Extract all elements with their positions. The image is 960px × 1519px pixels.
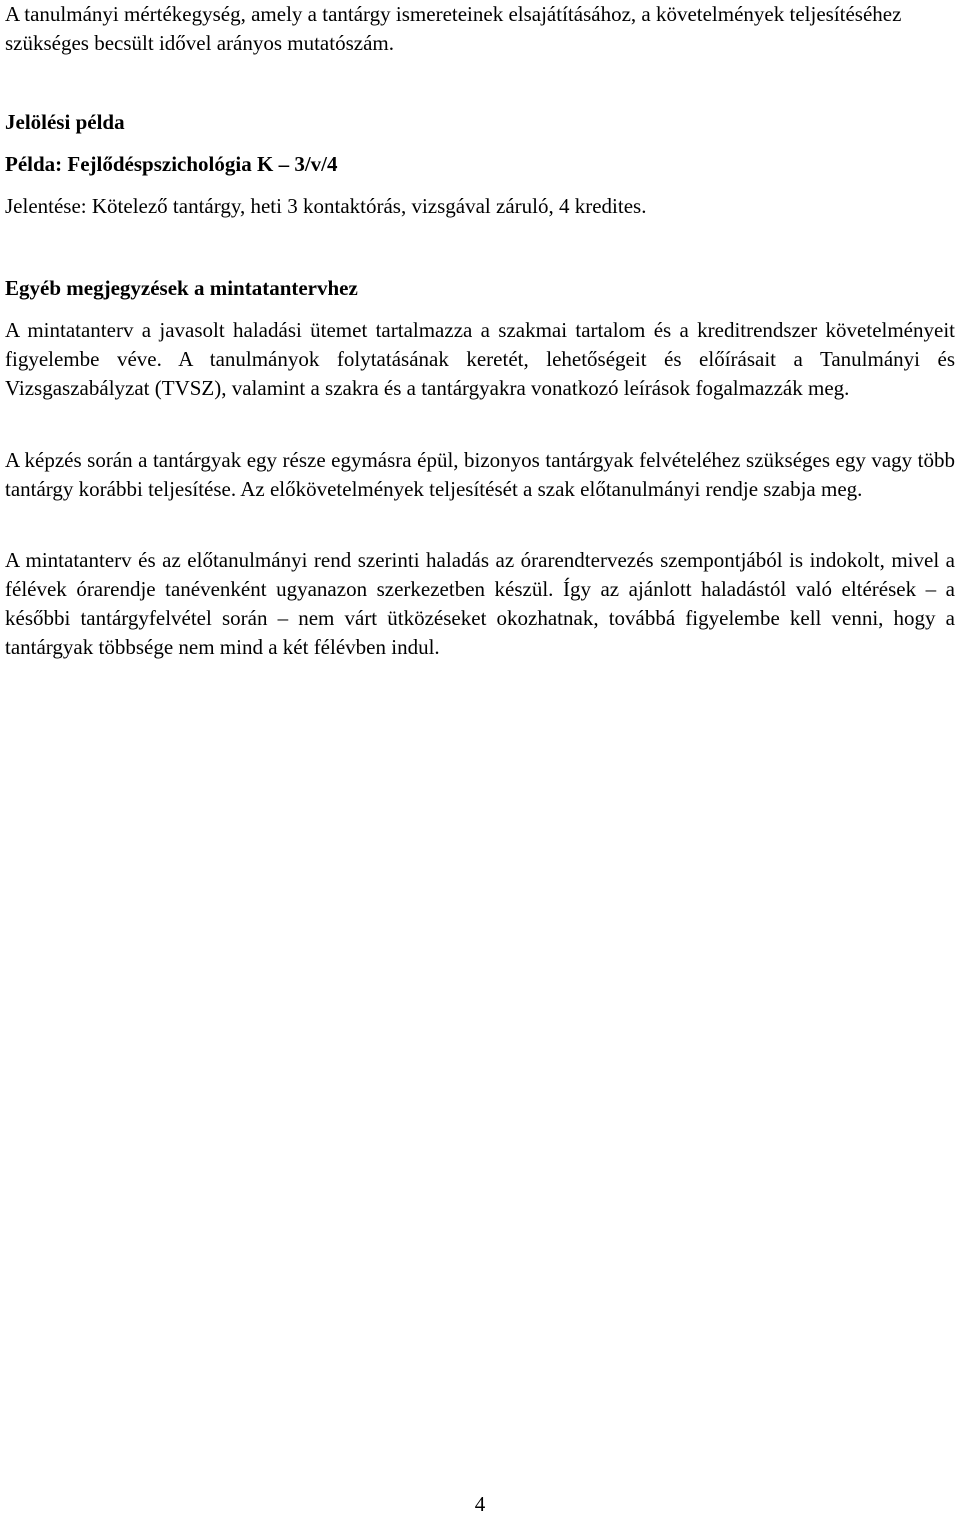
intro-paragraph: A tanulmányi mértékegység, amely a tantárgy ismereteinek elsajátításához, a követelmények teljesítéséhez szükséges becsült idővel arányos mutatószám. <box>5 2 902 55</box>
page-number: 4 <box>474 1492 486 1516</box>
meaning-line: Jelentése: Kötelező tantárgy, heti 3 kontaktórás, vizsgával záruló, 4 kredites. <box>5 194 647 218</box>
notes-paragraph-1: A mintatanterv a javasolt haladási ütemet tartalmazza a szakmai tartalom és a kreditrendszer követelményeit figyelembe véve. A tanulmányok folytatásának keretét, lehetőségeit és előírásait a Tanulmányi és Vizsgaszabályzat (TVSZ), valamint a szakra és a tantárgyakra vonatkozó leírások fogalmazzák meg. <box>5 318 955 400</box>
notation-heading: Jelölési példa <box>5 110 125 134</box>
notes-paragraph-3: A mintatanterv és az előtanulmányi rend szerinti haladás az órarendtervezés szempontjából is indokolt, mivel a félévek órarendje tanévenként ugyanazon szerkezetben készül. Így az ajánlott haladástól való eltérések – a későbbi tantárgyfelvétel során – nem várt ütközéseket okozhatnak, továbbá figyelembe kell venni, hogy a tantárgyak többsége nem mind a két félévben indul. <box>5 548 955 659</box>
notes-heading: Egyéb megjegyzések a mintatantervhez <box>5 276 358 300</box>
example-line: Példa: Fejlődéspszichológia K – 3/v/4 <box>5 152 338 176</box>
notes-paragraph-2: A képzés során a tantárgyak egy része egymásra épül, bizonyos tantárgyak felvételéhez szükséges egy vagy több tantárgy korábbi teljesítése. Az előkövetelmények teljesítését a szak előtanulmányi rendje szabja meg. <box>5 448 955 501</box>
